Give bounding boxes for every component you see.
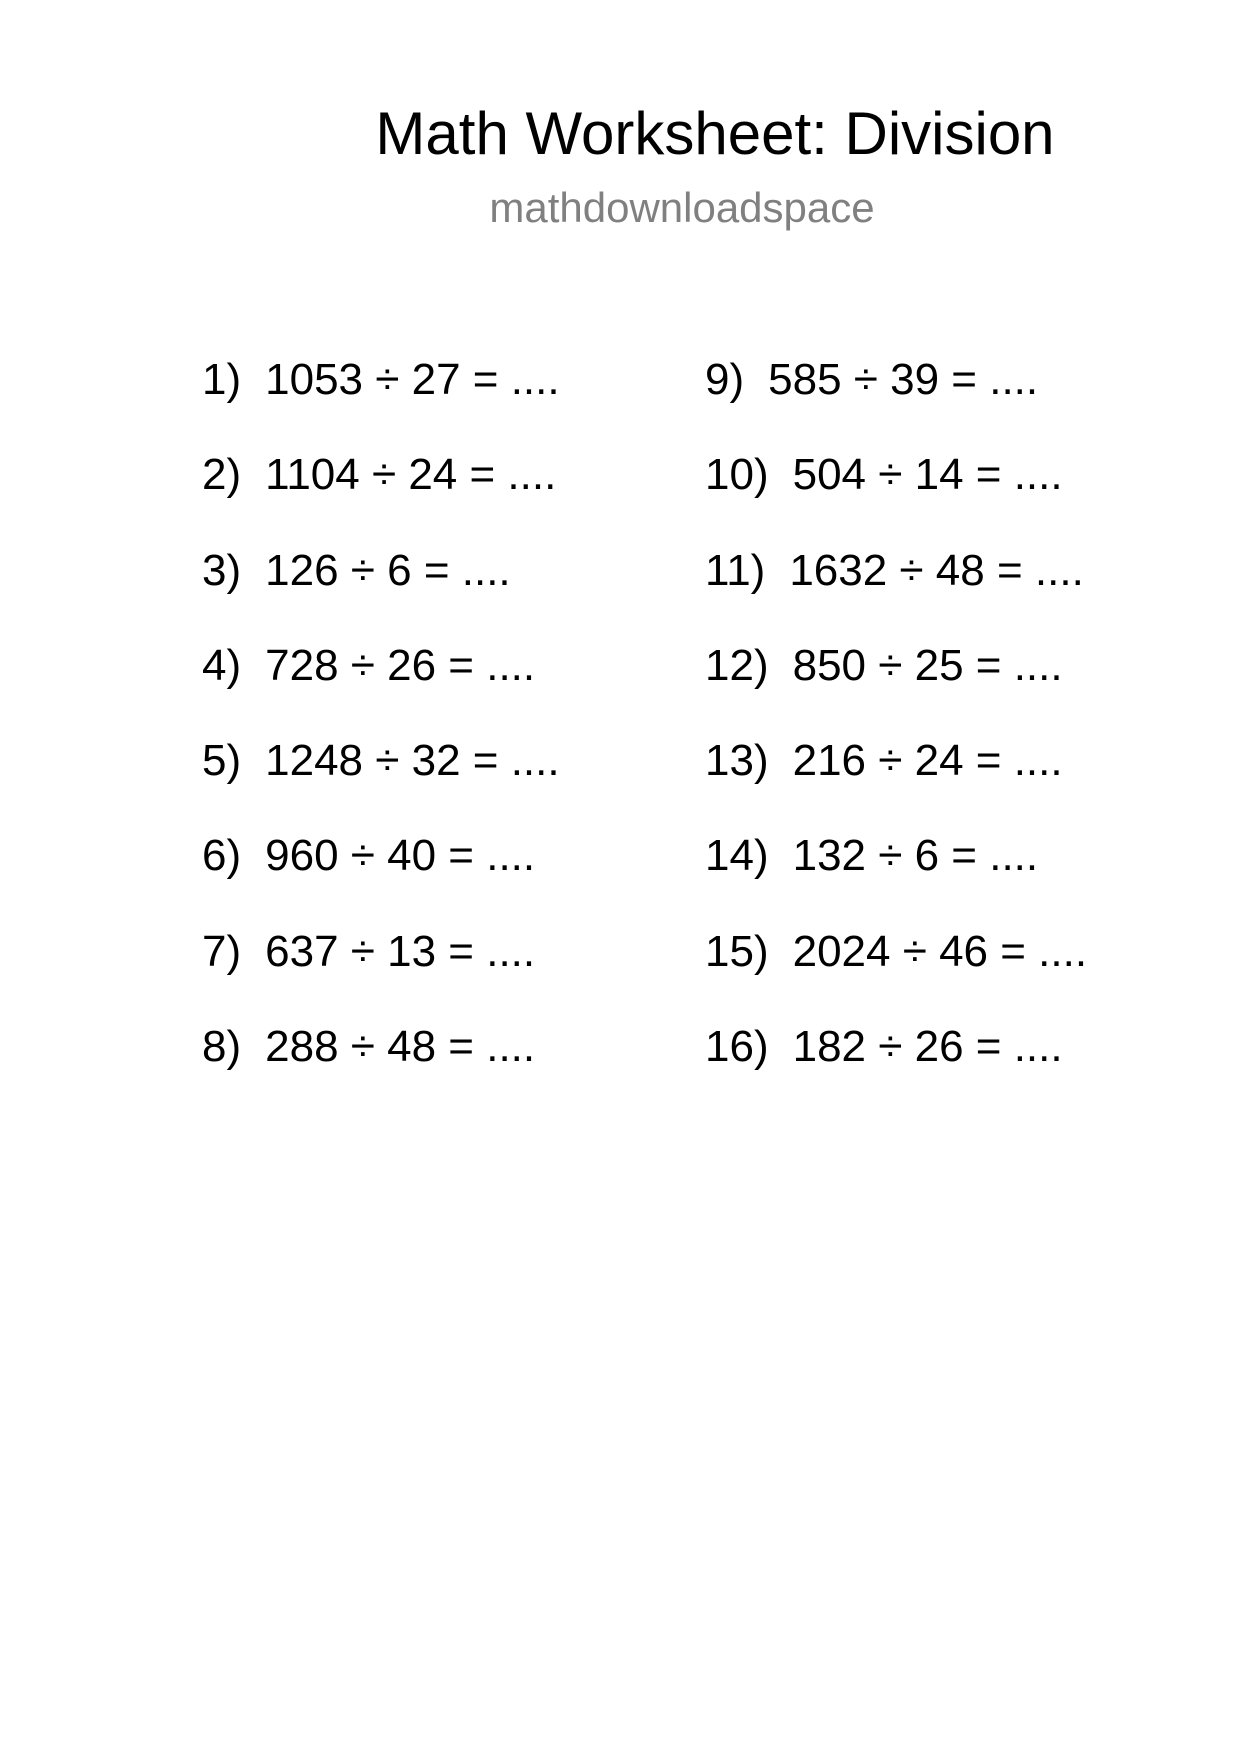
- problem-number: 7): [202, 926, 242, 976]
- problem-item: [202, 638, 560, 733]
- problem-item: [705, 447, 1087, 542]
- problem-item: [202, 828, 560, 923]
- problem-number: 4): [202, 640, 242, 690]
- problem-expression: 1104 ÷ 24 = ....: [265, 450, 557, 500]
- problem-item: [202, 733, 560, 828]
- problem-expression: 2024 ÷ 46 = ....: [792, 926, 1088, 976]
- problem-item: [202, 924, 560, 1019]
- problem-expression: 960 ÷ 40 = ....: [265, 831, 536, 881]
- problem-item: [705, 733, 1087, 828]
- problem-number: 14): [705, 831, 769, 881]
- problem-expression: 637 ÷ 13 = ....: [265, 926, 536, 976]
- problem-item: [705, 924, 1087, 1019]
- problem-expression: 728 ÷ 26 = ....: [265, 640, 536, 690]
- problem-number: 8): [202, 1022, 242, 1072]
- problem-expression: 585 ÷ 39 = ....: [768, 355, 1039, 404]
- problem-expression: 1053 ÷ 27 = ....: [265, 355, 560, 404]
- problem-expression: 126 ÷ 6 = ....: [265, 545, 511, 595]
- problem-number: 6): [202, 831, 242, 881]
- problem-expression: 132 ÷ 6 = ....: [792, 831, 1039, 881]
- problem-number: 2): [202, 450, 242, 500]
- problem-expression: 288 ÷ 48 = ....: [265, 1022, 536, 1072]
- problem-expression: 850 ÷ 25 = ....: [792, 640, 1063, 690]
- problem-item: [202, 543, 560, 638]
- worksheet-subtitle: mathdownloadspace: [489, 184, 875, 231]
- problems-right-column: [705, 352, 1087, 1114]
- problem-expression: 216 ÷ 24 = ....: [792, 736, 1063, 786]
- problem-item: [705, 543, 1087, 638]
- problem-number: 5): [202, 736, 242, 786]
- problem-number: 12): [705, 640, 769, 690]
- problems-left-column: [202, 352, 560, 1114]
- problem-expression: 182 ÷ 26 = ....: [792, 1022, 1063, 1072]
- problem-expression: 1632 ÷ 48 = ....: [789, 545, 1084, 595]
- problem-item: [705, 828, 1087, 923]
- worksheet-title: Math Worksheet: Division: [375, 100, 1055, 167]
- problem-expression: 1248 ÷ 32 = ....: [265, 736, 560, 786]
- problem-number: 10): [705, 450, 769, 500]
- problem-number: 9): [705, 355, 745, 404]
- problem-expression: 504 ÷ 14 = ....: [792, 450, 1063, 500]
- problem-item: [705, 1019, 1087, 1114]
- problem-number: 13): [705, 736, 769, 786]
- problem-number: 3): [202, 545, 242, 595]
- problem-item: [202, 352, 560, 447]
- problem-number: 1): [202, 355, 242, 404]
- problem-item: [705, 638, 1087, 733]
- problem-item: [705, 352, 1087, 447]
- problem-number: 16): [705, 1022, 769, 1072]
- problem-number: 11): [705, 545, 766, 595]
- problem-number: 15): [705, 926, 769, 976]
- problem-item: [202, 1019, 560, 1114]
- problem-item: [202, 447, 560, 542]
